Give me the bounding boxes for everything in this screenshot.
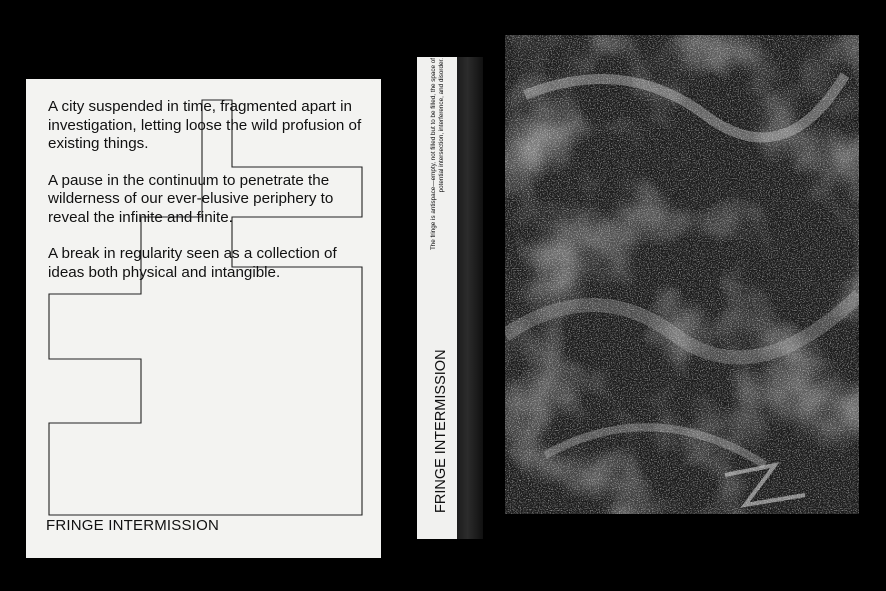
page-block-edge [457, 57, 483, 539]
front-cover-image [505, 35, 859, 514]
blurb-paragraph-2: A pause in the continuum to penetrate the wilderness of our ever-elusive periphery to reveal the infinite and finite. [48, 171, 334, 226]
spine-tagline-text: The fringe is antispace—empty, not filled but to be filled, the space of potential intersection, interference, and disorder. [430, 58, 445, 251]
spine-tagline [430, 58, 460, 268]
charcoal-texture [505, 35, 859, 514]
back-cover-title: FRINGE INTERMISSION [46, 517, 219, 534]
spine-title-text: FRINGE INTERMISSION [433, 349, 449, 513]
back-cover-blurb [48, 98, 368, 300]
blurb-paragraph-1: A city suspended in time, fragmented apart in investigation, letting loose the wild profusion of existing things. [48, 98, 362, 152]
spine-title [433, 330, 457, 515]
blurb-paragraph-3: A break in regularity seen as a collection of ideas both physical and intangible. [48, 245, 337, 281]
back-cover [26, 79, 381, 558]
